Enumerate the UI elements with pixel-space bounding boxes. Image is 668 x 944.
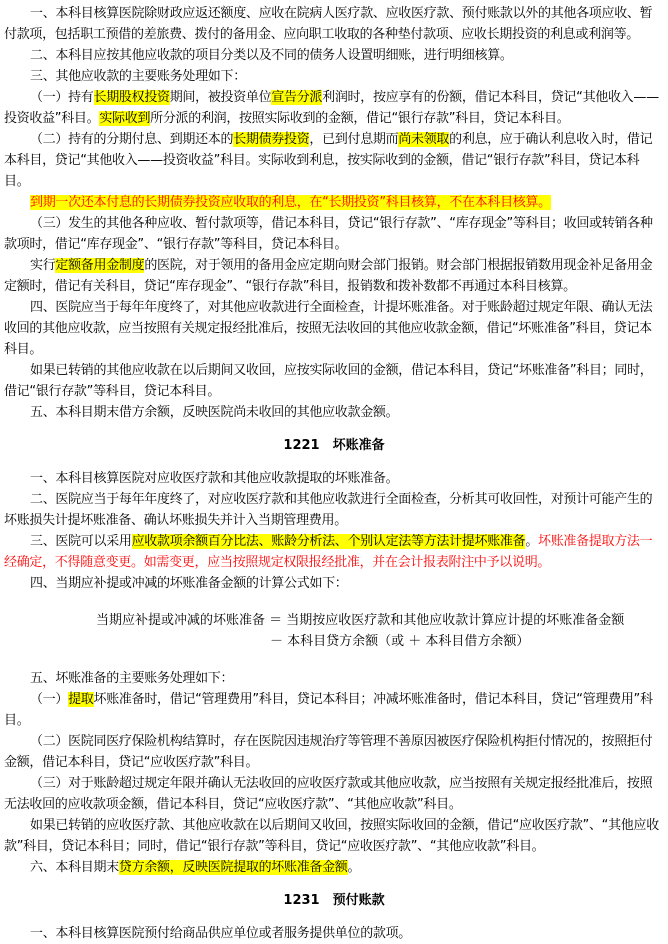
- text: 的医院，对于领用的备用金应定期向财会部门报销。财会部门根据报销数用现金补足备用金定额时，借记有关科目，贷记“库存现金”、“银行存款”科目，报销数和拨补数都不再通过本科目核算。: [4, 258, 653, 294]
- paragraph-equity-investment: [4, 87, 664, 129]
- paragraph-bond-investment: [4, 129, 664, 192]
- text: 实行: [30, 258, 56, 273]
- highlight-provision: 提取: [68, 692, 94, 707]
- red-method-change-note: 坏账准备提取方法一经确定，不得随意变更。如需变更，应当按照规定权限报经批准，并在会计报表附注中予以说明。: [4, 534, 653, 570]
- section-title-1231: 1231 预付账款: [283, 893, 385, 908]
- highlight-declared-distribution: 宣告分派: [271, 90, 323, 105]
- text: （一）持有: [30, 90, 94, 105]
- paragraph-1221-ending-balance: [4, 857, 664, 878]
- highlight-not-yet-collected: 尚未领取: [398, 132, 450, 147]
- text: ，已到付息期而: [309, 132, 399, 147]
- text: 。: [525, 534, 539, 549]
- text: 六、本科目期末: [30, 860, 119, 875]
- text: 三、医院可以采用: [30, 534, 132, 549]
- paragraph-scope: 一、本科目核算医院除财政应返还额度、应收在院病人医疗款、应收医疗款、预付账款以外的其他各项应收、暂付款项，包括职工预借的差旅费、拨付的备用金、应向职工收取的各种垫付款项、应收长期投资的利息或利润等。: [4, 6, 653, 42]
- formula-line-2: － 本科目贷方余额（或 ＋ 本科目借方余额）: [270, 634, 530, 649]
- paragraph-ending-balance: 五、本科目期末借方余额，反映医院尚未收回的其他应收款金额。: [30, 405, 399, 420]
- paragraph-maturity-note: [4, 192, 664, 213]
- paragraph-1221-write-off: （三）对于账龄超过规定年限并确认无法收回的应收医疗款或其他应收款，应当按照有关规定报经批准后，按照无法收回的应收款项金额，借记本科目，贷记“应收医疗款”、“其他应收款”科目。: [4, 776, 653, 812]
- paragraph-1221-scope: 一、本科目核算医院对应收医疗款和其他应收款提取的坏账准备。: [30, 471, 399, 486]
- paragraph-other-receivables: （三）发生的其他各种应收、暂付款项等，借记本科目，贷记“银行存款”、“库存现金”等科目；收回或转销各种款项时，借记“库存现金”、“银行存款”等科目，贷记本科目。: [4, 216, 653, 252]
- paragraph-1231-scope: 一、本科目核算医院预付给商品供应单位或者服务提供单位的款项。: [30, 926, 412, 941]
- document-page: [4, 3, 664, 944]
- paragraph-1221-recovery: 如果已转销的应收医疗款、其他应收款在以后期间又收回，按照实际收回的金额，借记“应收医疗款”、“其他应收款”科目，贷记本科目；同时，借记“银行存款”等科目，贷记“应收医疗款”、“其他应收款”科目。: [4, 818, 659, 854]
- paragraph-1221-formula-intro: 四、当期应补提或冲减的坏账准备金额的计算公式如下：: [30, 576, 348, 591]
- text: （一）: [30, 692, 69, 707]
- highlight-actually-received: 实际收到: [99, 111, 151, 126]
- paragraph-main-entries-heading: 三、其他应收款的主要账务处理如下：: [30, 69, 246, 84]
- paragraph-detail-accounts: 二、本科目应按其他应收款的项目分类以及不同的债务人设置明细账，进行明细核算。: [30, 48, 513, 63]
- text: 坏账准备时，借记“管理费用”科目，贷记本科目；冲减坏账准备时，借记本科目，贷记“管理费用”科目。: [4, 692, 653, 728]
- paragraph-1221-provision-entry: [4, 689, 664, 731]
- paragraph-bad-debt-provision: 四、医院应当于每年年度终了，对其他应收款进行全面检查，计提坏账准备。对于账龄超过规定年限、确认无法收回的其他应收款，应当按照有关规定报经批准后，按照无法收回的其他应收款金额，借记“坏账准备”科目，贷记本科目。: [4, 300, 653, 357]
- text: 。: [347, 860, 361, 875]
- paragraph-petty-cash: [4, 255, 664, 297]
- paragraph-1221-annual-review: 二、医院应当于每年年度终了，对应收医疗款和其他应收款进行全面检查，分析其可收回性，对预计可能产生的坏账损失计提坏账准备、确认坏账损失并计入当期管理费用。: [4, 492, 653, 528]
- paragraph-1221-methods: [4, 531, 664, 573]
- highlight-red-maturity-interest-note: 到期一次还本付息的长期债券投资应收取的利息，在“长期投资”科目核算，不在本科目核算。: [30, 195, 551, 210]
- text: （二）持有的分期付息、到期还本的: [30, 132, 234, 147]
- text: 利润时，按应享有的份额，借记本科目，贷记“其他收入——投资收益”科目。: [4, 90, 659, 126]
- text: 期间，被投资单位: [169, 90, 272, 105]
- formula-line-1: 当期应补提或冲减的坏账准备 ＝ 当期按应收医疗款和其他应收款计算应计提的坏账准备金额: [96, 613, 625, 628]
- paragraph-1221-entries-heading: 五、坏账准备的主要账务处理如下：: [30, 671, 234, 686]
- highlight-long-term-bond: 长期债券投资: [233, 132, 310, 147]
- formula-block: [4, 610, 664, 652]
- paragraph-1221-insurance-rejection: （二）医院同医疗保险机构结算时，存在医院因违规治疗等管理不善原因被医疗保险机构拒付情况的，按照拒付金额，借记本科目，贷记“应收医疗款”科目。: [4, 734, 653, 770]
- text: 所分派的利润，按照实际收到的金额，借记“银行存款”科目，贷记本科目。: [150, 111, 570, 126]
- highlight-provision-methods: 应收款项余额百分比法、账龄分析法、个别认定法等方法计提坏账准备: [131, 534, 526, 549]
- section-title-1221: 1221 坏账准备: [283, 438, 385, 453]
- paragraph-recovery: 如果已转销的其他应收款在以后期间又收回，应按实际收回的金额，借记本科目，贷记“坏账准备”科目；同时，借记“银行存款”等科目，贷记本科目。: [4, 363, 653, 399]
- highlight-long-term-equity: 长期股权投资: [93, 90, 170, 105]
- highlight-credit-balance: 贷方余额，反映医院提取的坏账准备金额: [118, 860, 348, 875]
- text: 的利息，应于确认利息收入时，借记本科目，贷记“其他收入——投资收益”科目。实际收到利息，按实际收到的金额，借记“银行存款”科目，贷记本科目。: [4, 132, 653, 189]
- highlight-fixed-petty-cash: 定额备用金制度: [55, 258, 145, 273]
